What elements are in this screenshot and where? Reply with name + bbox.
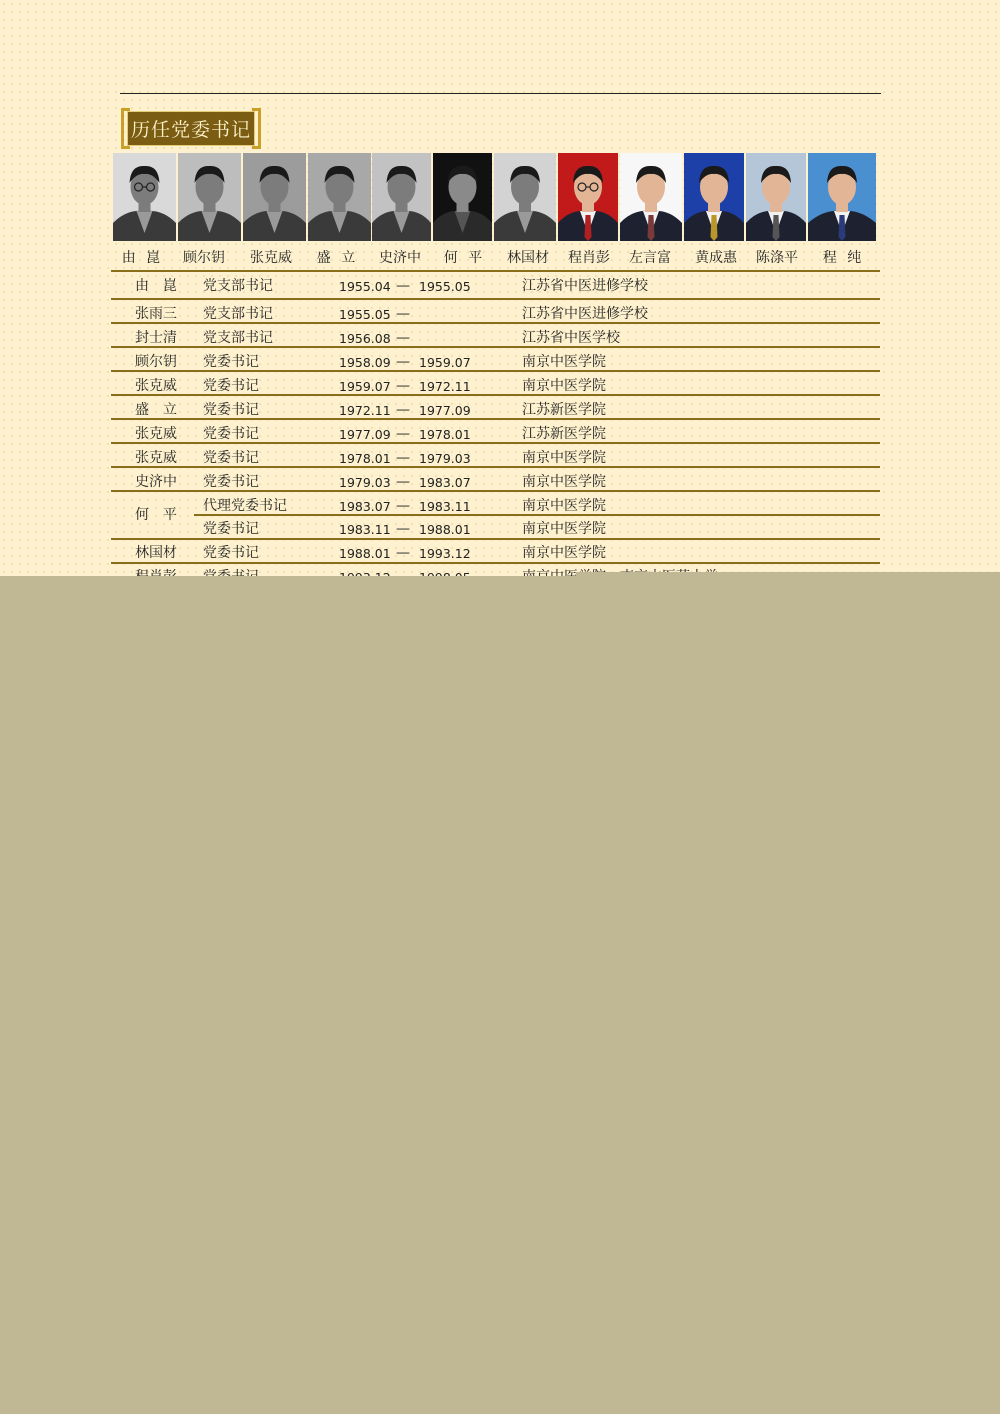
row-end-date: 1988.01 bbox=[419, 522, 471, 537]
portrait-name: 左言富 bbox=[629, 250, 671, 266]
row-role: 党委书记 bbox=[203, 402, 259, 418]
table-row-rule bbox=[111, 562, 880, 564]
portrait-name: 盛 立 bbox=[316, 250, 356, 266]
row-name: 张克威 bbox=[135, 450, 177, 466]
row-role: 党委书记 bbox=[203, 521, 259, 537]
row-date-dash: — bbox=[396, 474, 410, 490]
row-role: 党委书记 bbox=[203, 474, 259, 490]
row-date-dash: — bbox=[396, 354, 410, 370]
row-date-dash: — bbox=[396, 521, 410, 537]
table-row-rule bbox=[111, 418, 880, 420]
row-name: 何 平 bbox=[135, 507, 177, 523]
portrait-photo bbox=[558, 153, 618, 241]
portrait-photo bbox=[113, 153, 176, 241]
row-name: 由 崑 bbox=[135, 278, 177, 294]
row-end-date: 1993.12 bbox=[419, 546, 471, 561]
section-title: 历任党委书记 bbox=[127, 111, 255, 146]
row-end-date: 1983.11 bbox=[419, 499, 471, 514]
row-institution: 南京中医学院 bbox=[522, 545, 606, 561]
row-institution: 江苏新医学院 bbox=[522, 402, 606, 418]
portrait-name: 何 平 bbox=[443, 250, 483, 266]
row-date-dash: — bbox=[396, 545, 410, 561]
table-row-rule bbox=[111, 490, 880, 492]
row-name: 顾尔钥 bbox=[135, 354, 177, 370]
row-role: 党委书记 bbox=[203, 354, 259, 370]
row-start-date: 1983.07 bbox=[339, 499, 391, 514]
portrait-photo bbox=[808, 153, 876, 241]
portrait-name: 程肖彭 bbox=[568, 250, 610, 266]
row-date-dash: — bbox=[396, 378, 410, 394]
table-row-rule bbox=[111, 370, 880, 372]
document-page bbox=[0, 0, 1000, 576]
row-name: 林国材 bbox=[135, 545, 177, 561]
row-date-dash: — bbox=[396, 450, 410, 466]
row-name: 张克威 bbox=[135, 426, 177, 442]
portrait-name: 黄成惠 bbox=[695, 250, 737, 266]
row-date-dash: — bbox=[396, 498, 410, 514]
row-end-date: 1983.07 bbox=[419, 475, 471, 490]
portrait-name: 林国材 bbox=[507, 250, 549, 266]
row-role: 党委书记 bbox=[203, 378, 259, 394]
row-name: 张克威 bbox=[135, 378, 177, 394]
row-start-date: 1988.01 bbox=[339, 546, 391, 561]
table-row-rule bbox=[111, 394, 880, 396]
page-background-blank bbox=[0, 576, 1000, 1414]
row-role: 党支部书记 bbox=[203, 306, 273, 322]
row-end-date: 1959.07 bbox=[419, 355, 471, 370]
section-title-box bbox=[121, 108, 261, 149]
row-role: 党支部书记 bbox=[203, 278, 273, 294]
row-institution: 南京中医学院 bbox=[522, 474, 606, 490]
row-institution: 南京中医学院 bbox=[522, 498, 606, 514]
row-date-dash: — bbox=[396, 330, 410, 346]
row-start-date: 1972.11 bbox=[339, 403, 391, 418]
table-row-rule bbox=[111, 346, 880, 348]
row-start-date: 1983.11 bbox=[339, 522, 391, 537]
row-start-date: 1977.09 bbox=[339, 427, 391, 442]
portrait-photo bbox=[308, 153, 371, 241]
row-start-date: 1958.09 bbox=[339, 355, 391, 370]
table-row-rule bbox=[111, 322, 880, 324]
table-row-rule bbox=[111, 442, 880, 444]
row-institution: 南京中医学院 bbox=[522, 450, 606, 466]
portrait-name: 史济中 bbox=[379, 250, 421, 266]
portrait-photo bbox=[372, 153, 431, 241]
row-end-date: 1972.11 bbox=[419, 379, 471, 394]
row-role: 党委书记 bbox=[203, 426, 259, 442]
row-start-date: 1955.05 bbox=[339, 307, 391, 322]
row-role: 党委书记 bbox=[203, 450, 259, 466]
row-role: 代理党委书记 bbox=[203, 498, 287, 514]
row-name: 盛 立 bbox=[135, 402, 177, 418]
row-institution: 江苏省中医学校 bbox=[522, 330, 620, 346]
table-row-rule bbox=[111, 466, 880, 468]
row-start-date: 1978.01 bbox=[339, 451, 391, 466]
table-row-rule bbox=[111, 270, 880, 272]
row-institution: 江苏新医学院 bbox=[522, 426, 606, 442]
row-institution: 南京中医学院 bbox=[522, 378, 606, 394]
row-role: 党委书记 bbox=[203, 545, 259, 561]
row-date-dash: — bbox=[396, 278, 410, 294]
row-end-date: 1978.01 bbox=[419, 427, 471, 442]
row-role: 党支部书记 bbox=[203, 330, 273, 346]
header-rule bbox=[120, 93, 881, 94]
row-name: 封士清 bbox=[135, 330, 177, 346]
row-start-date: 1979.03 bbox=[339, 475, 391, 490]
row-institution: 南京中医学院 bbox=[522, 521, 606, 537]
row-institution: 江苏省中医进修学校 bbox=[522, 306, 648, 322]
row-date-dash: — bbox=[396, 306, 410, 322]
portrait-photo bbox=[684, 153, 744, 241]
portrait-name: 陈涤平 bbox=[756, 250, 798, 266]
portrait-name: 顾尔钥 bbox=[183, 250, 225, 266]
row-name: 史济中 bbox=[135, 474, 177, 490]
portrait-photo bbox=[243, 153, 306, 241]
table-row-rule bbox=[111, 298, 880, 300]
portrait-name: 张克威 bbox=[250, 250, 292, 266]
portrait-name: 由 崑 bbox=[121, 250, 161, 266]
row-end-date: 1955.05 bbox=[419, 279, 471, 294]
row-end-date: 1979.03 bbox=[419, 451, 471, 466]
portrait-photo bbox=[746, 153, 806, 241]
portrait-photo bbox=[178, 153, 241, 241]
portrait-photo bbox=[494, 153, 556, 241]
row-end-date: 1977.09 bbox=[419, 403, 471, 418]
table-row-rule bbox=[111, 538, 880, 540]
row-date-dash: — bbox=[396, 402, 410, 418]
portrait-photo bbox=[433, 153, 492, 241]
row-name: 张雨三 bbox=[135, 306, 177, 322]
row-institution: 江苏省中医进修学校 bbox=[522, 278, 648, 294]
portrait-photo bbox=[620, 153, 682, 241]
row-date-dash: — bbox=[396, 426, 410, 442]
row-start-date: 1959.07 bbox=[339, 379, 391, 394]
table-row-rule bbox=[194, 514, 880, 516]
page-background-notch bbox=[576, 572, 1000, 576]
row-start-date: 1956.08 bbox=[339, 331, 391, 346]
row-institution: 南京中医学院 bbox=[522, 354, 606, 370]
row-start-date: 1955.04 bbox=[339, 279, 391, 294]
portrait-name: 程 纯 bbox=[822, 250, 862, 266]
